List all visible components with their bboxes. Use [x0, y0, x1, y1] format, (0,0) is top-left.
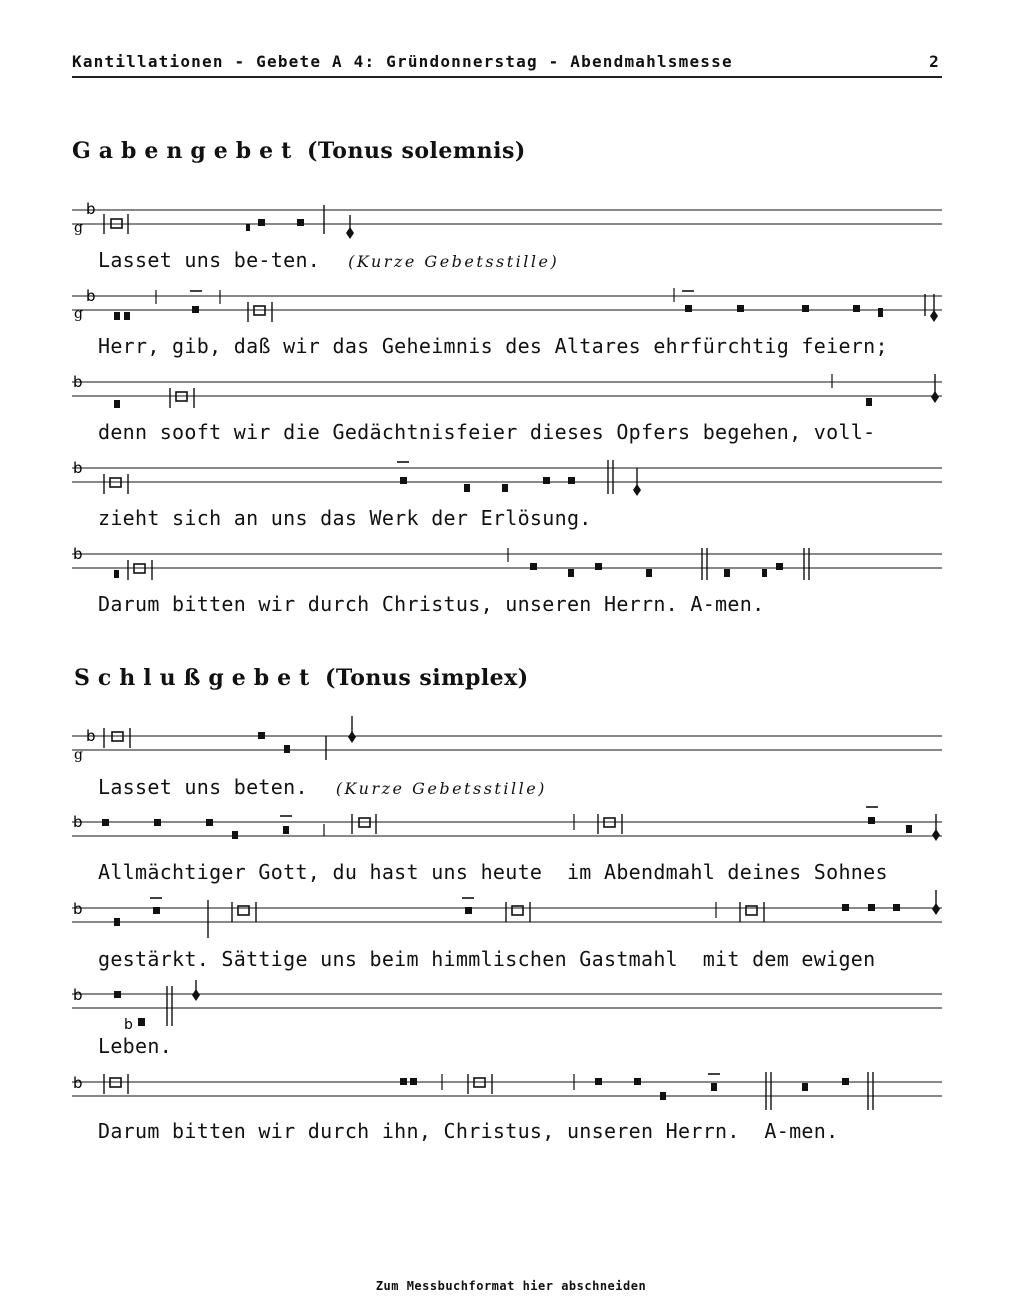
page-number: 2 — [929, 52, 940, 71]
section-title-tone: (Tonus simplex) — [324, 665, 529, 691]
cut-line-note: Zum Messbuchformat hier abschneiden — [375, 1279, 647, 1293]
lyric-line: Leben. — [98, 1034, 173, 1058]
lyric-line: denn sooft wir die Gedächtnisfeier dieses Opfers begehen, voll- — [98, 420, 876, 444]
svg-text:g: g — [74, 306, 83, 322]
svg-text:b: b — [86, 287, 96, 305]
notes — [114, 980, 200, 1033]
chant-staff — [70, 200, 950, 245]
notes — [114, 548, 809, 580]
svg-text:b: b — [73, 1074, 83, 1092]
chant-staff — [70, 372, 950, 417]
svg-text:b: b — [73, 986, 83, 1004]
svg-text:b: b — [73, 459, 83, 477]
page-header — [72, 52, 942, 78]
notes — [104, 716, 356, 760]
section-title-tone: (Tonus solemnis) — [307, 138, 526, 164]
svg-text:b: b — [86, 727, 96, 745]
running-title: Kantillationen - Gebete A 4: Gründonnerstag - Abendmahlsmesse — [72, 52, 733, 71]
chant-staff — [70, 804, 950, 849]
lyric-line: gestärkt. Sättige uns beim himmlischen Gastmahl mit dem ewigen — [98, 947, 876, 971]
lyric-line: Lasset uns beten. (Kurze Gebetsstille) — [98, 775, 547, 799]
lyric-line: Darum bitten wir durch ihn, Christus, unseren Herrn. A-men. — [98, 1119, 839, 1143]
notes — [114, 890, 940, 938]
chant-staff — [70, 714, 950, 764]
section-title-name: Schlußgebet — [74, 665, 318, 691]
chant-staff — [70, 890, 950, 938]
chant-staff — [70, 976, 950, 1034]
svg-text:b: b — [73, 373, 83, 391]
section-title-name: Gabengebet — [72, 138, 300, 164]
chant-staff — [70, 1062, 950, 1112]
chant-staff — [70, 458, 950, 503]
rubric-note: (Kurze Gebetsstille) — [335, 779, 547, 798]
notes — [104, 1072, 873, 1110]
notes — [114, 288, 938, 322]
svg-text:b: b — [73, 813, 83, 831]
lyric-line: Darum bitten wir durch Christus, unseren Herrn. A-men. — [98, 592, 765, 616]
chant-staff — [70, 544, 950, 589]
lyric-line: Herr, gib, daß wir das Geheimnis des Altares ehrfürchtig feiern; — [98, 334, 888, 358]
lyric-line: zieht sich an uns das Werk der Erlösung. — [98, 506, 592, 530]
section-title-gabengebet — [72, 138, 526, 164]
rubric-note: (Kurze Gebetsstille) — [348, 252, 560, 271]
svg-text:g: g — [74, 747, 83, 763]
chant-staff — [70, 286, 950, 331]
svg-text:b: b — [73, 900, 83, 918]
notes — [114, 374, 939, 408]
svg-text:b: b — [124, 1017, 133, 1033]
lyric-line: Allmächtiger Gott, du hast uns heute im Abendmahl deines Sohnes — [98, 860, 888, 884]
lyric-line: Lasset uns be-ten. (Kurze Gebetsstille) — [98, 248, 560, 272]
flat-sign: b — [86, 200, 96, 218]
notes — [104, 460, 641, 496]
section-title-schlussgebet — [74, 665, 529, 691]
svg-text:b: b — [73, 545, 83, 563]
clef-sign: g — [74, 220, 83, 236]
